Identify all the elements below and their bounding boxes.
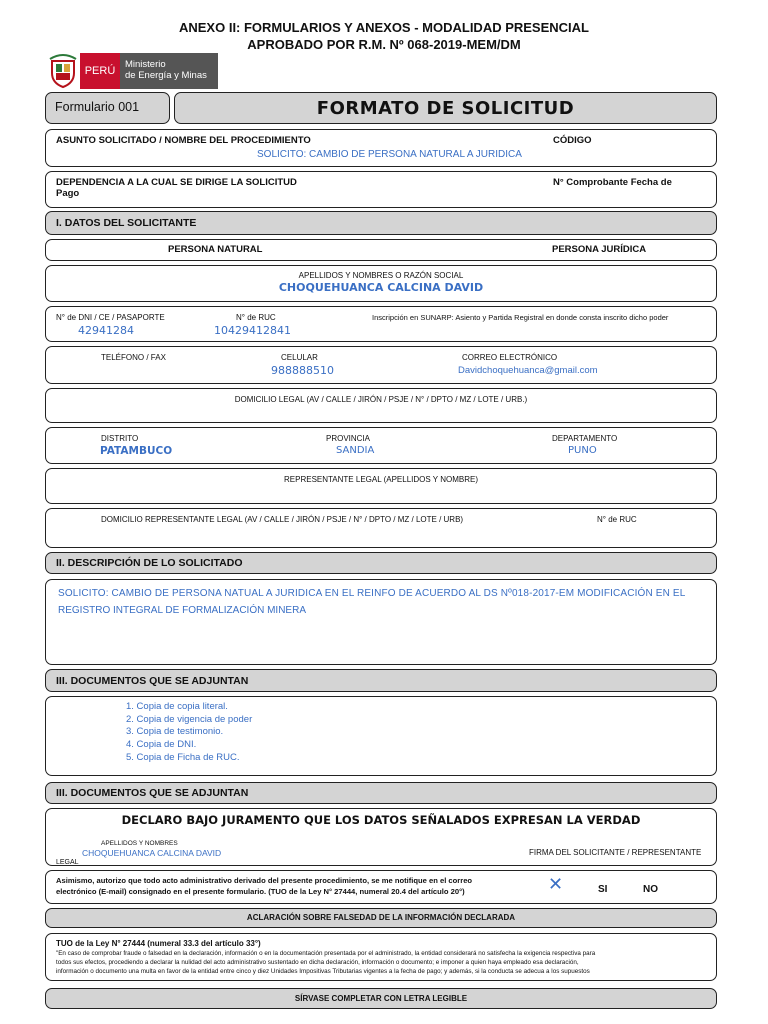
- approval-line: APROBADO POR R.M. Nº 068-2019-MEM/DM: [247, 37, 521, 52]
- documento-item: 2. Copia de vigencia de poder: [126, 713, 253, 725]
- ministry-name: Ministerio: [125, 59, 166, 70]
- peru-label: PERÚ: [80, 53, 120, 89]
- contacto-box: [45, 346, 717, 384]
- ruc-label: N° de RUC: [236, 313, 276, 322]
- celular-value[interactable]: 988888510: [271, 364, 334, 377]
- tuo-text-line2: todos sus efectos, procediendo a declarar la nulidad del acto administrativo sustentado en dicha declaración, información o documento; e imponer a quien haya empleado esa declaración,: [56, 959, 579, 966]
- nombre-label: APELLIDOS Y NOMBRES O RAZÓN SOCIAL: [298, 271, 464, 280]
- nombre-box: [45, 265, 717, 302]
- section-descripcion-header: [45, 552, 717, 574]
- si-option[interactable]: SI: [598, 884, 608, 895]
- representante-label: REPRESENTANTE LEGAL (APELLIDOS Y NOMBRE): [284, 475, 478, 484]
- persona-juridica-option[interactable]: PERSONA JURÍDICA: [552, 244, 647, 255]
- celular-label: CELULAR: [281, 353, 318, 362]
- comprobante-label: N° Comprobante Fecha de: [553, 177, 672, 188]
- autorizacion-line2: electrónico (E-mail) consignado en el presente formulario. (TUO de la Ley N° 27444, numeral 20.4 del artículo 20°): [56, 887, 465, 896]
- descripcion-line2: REGISTRO INTEGRAL DE FORMALIZACIÓN MINERA: [58, 605, 306, 616]
- no-option[interactable]: NO: [643, 884, 658, 895]
- persona-type-box: [45, 239, 717, 261]
- tuo-box: [45, 933, 717, 981]
- documentos-list: [126, 701, 252, 764]
- nombre-value[interactable]: CHOQUEHUANCA CALCINA DAVID: [278, 281, 484, 294]
- domicilio-label: DOMICILIO LEGAL (AV / CALLE / JIRÓN / PSJE / N° / DPTO / MZ / LOTE / URB.): [234, 395, 528, 404]
- declarante-nombre-label: APELLIDOS Y NOMBRES: [101, 840, 178, 847]
- form-title: FORMATO DE SOLICITUD: [316, 98, 575, 119]
- section-documentos-title: III. DOCUMENTOS QUE SE ADJUNTAN: [56, 675, 249, 687]
- section-datos-header: [45, 211, 717, 235]
- asunto-label: ASUNTO SOLICITADO / NOMBRE DEL PROCEDIMIENTO: [56, 135, 311, 146]
- documentos-box: [45, 696, 717, 776]
- dni-label: N° de DNI / CE / PASAPORTE: [56, 313, 165, 322]
- section-documentos2-header: [45, 782, 717, 804]
- domicilio-representante-label: DOMICILIO REPRESENTANTE LEGAL (AV / CALLE / JIRÓN / PSJE / N° / DPTO / MZ / LOTE / URB): [101, 515, 464, 524]
- provincia-label: PROVINCIA: [326, 434, 371, 443]
- representante-box: [45, 468, 717, 504]
- documento-item: 5. Copia de Ficha de RUC.: [126, 751, 240, 763]
- aclaracion-title: ACLARACIÓN SOBRE FALSEDAD DE LA INFORMACIÓN DECLARADA: [246, 913, 516, 922]
- distrito-value[interactable]: PATAMBUCO: [100, 445, 173, 457]
- declaracion-box: [45, 808, 717, 866]
- firma-label: FIRMA DEL SOLICITANTE / REPRESENTANTE: [529, 848, 702, 857]
- descripcion-box[interactable]: [45, 579, 717, 665]
- annex-title: ANEXO II: FORMULARIOS Y ANEXOS - MODALIDAD PRESENCIAL: [178, 20, 589, 35]
- sunarp-label: Inscripción en SUNARP: Asiento y Partida Registral en donde consta inscrito dicho poder: [372, 313, 669, 322]
- section-documentos2-title: III. DOCUMENTOS QUE SE ADJUNTAN: [56, 787, 249, 799]
- legal-label-cut: LEGAL: [56, 859, 79, 866]
- departamento-label: DEPARTAMENTO: [552, 434, 618, 443]
- telefono-label: TELÉFONO / FAX: [101, 353, 166, 362]
- correo-label: CORREO ELECTRÓNICO: [462, 353, 558, 362]
- coat-of-arms-icon: [48, 53, 78, 89]
- persona-natural-option[interactable]: PERSONA NATURAL: [168, 244, 263, 255]
- section-descripcion-title: II. DESCRIPCIÓN DE LO SOLICITADO: [56, 557, 243, 569]
- departamento-value[interactable]: PUNO: [568, 445, 597, 456]
- distrito-label: DISTRITO: [101, 434, 139, 443]
- si-check-mark-icon: ✕: [548, 874, 564, 895]
- section-documentos-header: [45, 669, 717, 692]
- autorizacion-line1: Asimismo, autorizo que todo acto administrativo derivado del presente procedimiento, se me notifique en el correo: [56, 876, 473, 885]
- declarante-nombre[interactable]: CHOQUEHUANCA CALCINA DAVID: [82, 848, 222, 858]
- dependencia-label-cont: Pago: [56, 188, 80, 199]
- form-title-box: [174, 92, 717, 124]
- section-datos-title: I. DATOS DEL SOLICITANTE: [56, 217, 197, 229]
- documento-item: 3. Copia de testimonio.: [126, 726, 224, 738]
- aclaracion-header: [45, 908, 717, 928]
- codigo-label: CÓDIGO: [553, 135, 592, 146]
- provincia-value[interactable]: SANDIA: [336, 445, 375, 456]
- domicilio-box: [45, 388, 717, 423]
- footer-note: SÍRVASE COMPLETAR CON LETRA LEGIBLE: [294, 994, 468, 1003]
- form-number-box: [45, 92, 170, 124]
- ruc-value[interactable]: 10429412841: [214, 324, 291, 337]
- ruc-representante-label: N° de RUC: [597, 515, 637, 524]
- documento-item: 1. Copia de copia literal.: [126, 701, 228, 712]
- tuo-title: TUO de la Ley N° 27444 (numeral 33.3 del artículo 33°): [56, 939, 261, 948]
- domicilio-representante-box: [45, 508, 717, 548]
- descripcion-line1: SOLICITO: CAMBIO DE PERSONA NATUAL A JURIDICA EN EL REINFO DE ACUERDO AL DS Nº018-2017-EM MODIFICACIÓN EN EL: [58, 588, 686, 599]
- declaracion-title: DECLARO BAJO JURAMENTO QUE LOS DATOS SEÑALADOS EXPRESAN LA VERDAD: [121, 813, 641, 827]
- dependencia-label: DEPENDENCIA A LA CUAL SE DIRIGE LA SOLICITUD: [56, 177, 297, 188]
- form-number: Formulario 001: [55, 100, 140, 114]
- identificacion-box: [45, 306, 717, 342]
- ubicacion-box: [45, 427, 717, 464]
- dependencia-box: [45, 171, 717, 208]
- ministry-logo: [48, 53, 218, 89]
- tuo-text-line1: "En caso de comprobar fraude o falsedad en la declaración, información o en la documentación presentada por el administrado, la entidad considerará no satisfecha la exigencia respectiva para: [56, 950, 596, 957]
- footer-bar: [45, 988, 717, 1009]
- correo-value[interactable]: Davidchoquehuanca@gmail.com: [458, 365, 598, 376]
- asunto-box: [45, 129, 717, 167]
- dni-value[interactable]: 42941284: [78, 324, 134, 337]
- ministry-sector: de Energía y Minas: [125, 70, 207, 81]
- tuo-text-line3: información o documento una multa en favor de la entidad entre cinco y diez Unidades Impositivas Tributarias vigentes a la fecha de pago; y además, si la conducta se adecua a los supuestos: [56, 968, 590, 975]
- autorizacion-box: [45, 870, 717, 904]
- asunto-value[interactable]: SOLICITO: CAMBIO DE PERSONA NATURAL A JURIDICA: [257, 149, 522, 160]
- documento-item: 4. Copia de DNI.: [126, 739, 197, 751]
